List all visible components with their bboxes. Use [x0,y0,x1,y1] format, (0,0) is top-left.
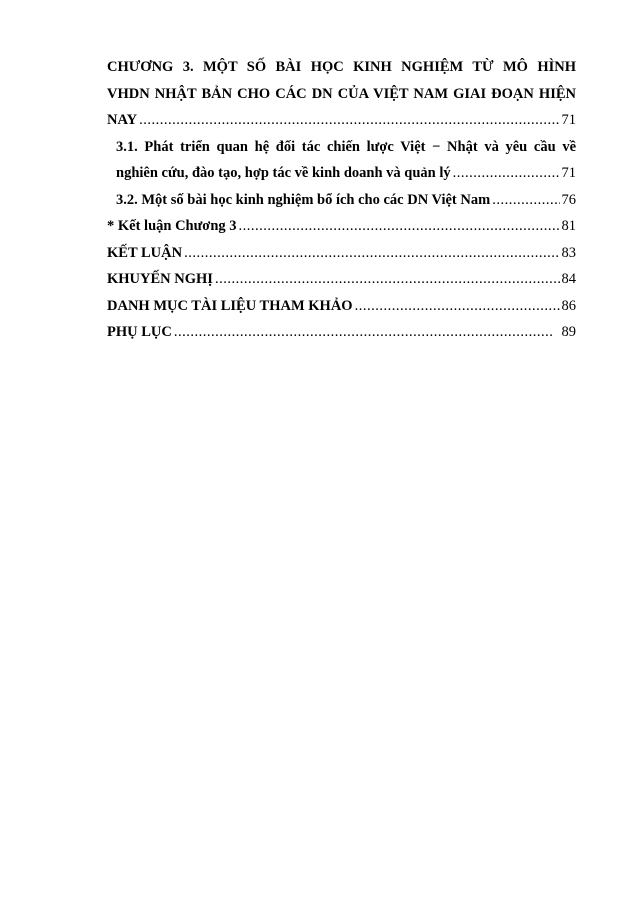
dot-leader [453,160,560,187]
toc-entry-title: PHỤ LỤC [107,324,172,340]
dot-leader [215,266,560,293]
toc-page-number: 71 [561,165,576,181]
dot-leader [174,319,554,346]
toc-3-1-line2: nghiên cứu, đào tạo, hợp tác về kinh doanh và quản lý [116,165,451,181]
toc-entry-references [107,293,576,320]
toc-entry-conclusion [107,240,576,267]
toc-entry-title: DANH MỤC TÀI LIỆU THAM KHẢO [107,297,353,314]
toc-page-number: 81 [561,218,576,234]
toc-entry-conclusion-chapter3 [107,213,576,240]
toc-page-number: 71 [561,112,576,128]
toc-chapter3-line2: VHDN NHẬT BẢN CHO CÁC DN CỦA VIỆT NAM GIAI ĐOẠN HIỆN [107,85,576,102]
dot-leader [139,107,559,134]
toc-entry-title: * Kết luận Chương 3 [107,218,237,234]
toc-entry-title: KẾT LUẬN [107,244,183,261]
toc-entry-title: 3.2. Một số bài học kinh nghiệm bổ ích cho các DN Việt Nam [116,191,491,208]
toc-chapter3-line1: CHƯƠNG 3. MỘT SỐ BÀI HỌC KINH NGHIỆM TỪ MÔ HÌNH [107,59,576,75]
toc-entry-appendix [107,319,576,346]
toc-chapter3-line3: NAY [107,112,138,128]
table-of-contents [107,54,576,346]
toc-page-number: 86 [561,297,576,314]
toc-entry-3-1 [107,134,576,187]
toc-entry-recommendation [107,266,576,293]
toc-3-1-line1: 3.1. Phát triển quan hệ đối tác chiến lược Việt − Nhật và yêu cầu về [116,138,576,155]
dot-leader [355,293,560,320]
toc-entry-3-2 [107,187,576,214]
dot-leader [184,240,559,267]
toc-page-number: 84 [561,271,576,287]
toc-page-number: 89 [561,324,576,340]
toc-entry-chapter3 [107,54,576,134]
dot-leader [492,187,559,214]
toc-entry-title: KHUYẾN NGHỊ [107,271,213,287]
toc-page-number: 76 [561,191,576,208]
toc-page-number: 83 [561,244,576,261]
dot-leader [239,213,560,240]
